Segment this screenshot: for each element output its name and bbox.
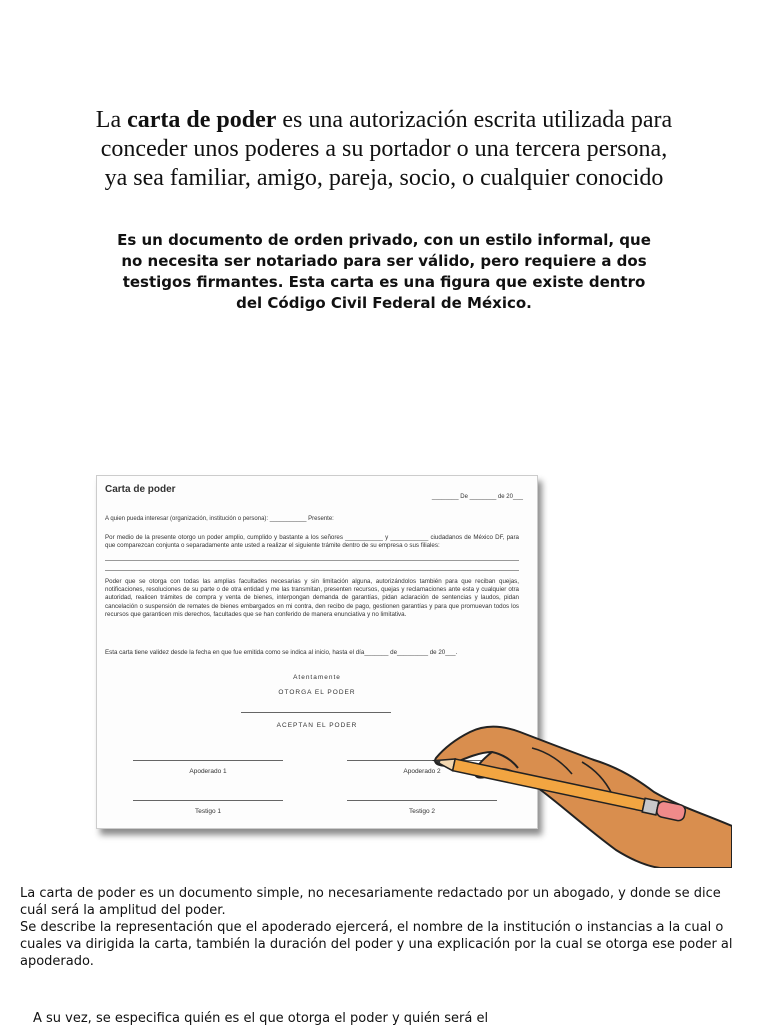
letter-closing: Atentamente [293, 674, 341, 681]
body-paragraph: La carta de poder es un documento simple, no necesariamente redactado por un abogado, y donde se dice cuál será la amplitud del poder. [20, 886, 721, 918]
subheading: Es un documento de orden privado, con un estilo informal, que no necesita ser notariado para ser válido, pero requiere a dos testigos firmantes. Esta carta es una figura que existe dentro del Código Civil Federal de México. [117, 231, 651, 312]
letter-title: Carta de poder [105, 484, 176, 495]
hand-writing-icon [432, 718, 732, 868]
letter-blank-line [105, 560, 519, 561]
signature-line [133, 800, 283, 801]
signer-testigo-1: Testigo 1 [194, 808, 222, 815]
headline-prefix: La [95, 107, 128, 133]
letter-date-line: ________ De ________ de 20___ [431, 494, 523, 500]
grantor-signature-line [241, 712, 391, 713]
body-text [20, 885, 746, 970]
headline [90, 106, 678, 193]
signer-testigo-2: Testigo 2 [408, 808, 436, 815]
signer-apoderado-1: Apoderado 1 [189, 768, 227, 775]
letter-paragraph-1: Por medio de la presente otorgo un poder amplio, cumplido y bastante a los señores ___________ y ___________ ciudadanos de México DF, para que comparezcan conjunta o separadamente ante usted a realizar el siguiente trámite dentro de su empresa o sus filiales: [105, 534, 519, 550]
letter-blank-line [105, 570, 519, 571]
letter-accept: ACEPTAN EL PODER [276, 722, 358, 729]
headline-term: carta de poder [127, 107, 277, 133]
cut-paragraph: A su vez, se especifica quién es el que otorga el poder y quién será el [33, 1011, 489, 1026]
headline-rest: es una autorización escrita utilizada para conceder unos poderes a su portador o una tercera persona, ya sea familiar, amigo, pareja, socio, o cualquier conocido [100, 107, 673, 191]
signer-apoderado-2: Apoderado 2 [403, 768, 441, 775]
letter-addressee: A quien pueda interesar (organización, institución o persona): ___________ Presente: [105, 516, 334, 522]
letter-paragraph-2: Poder que se otorga con todas las amplias facultades necesarias y sin limitación alguna, autorizándolos también para que reciban quejas, notificaciones, resoluciones de su parte o de otra entidad y me las transmitan, presenten recursos, quejas y reclamaciones ante esta y cualquier otra autoridad, realicen trámites de compra y venta de bienes, interpongan demanda de garantías, pidan aclaración de sentencias y laudos, pidan cancelación o suspensión de remates de bienes embargados en mi contra, den recibo de pago, gestionen garantías y para que promuevan todos los recursos que garanticen mis derechos, facultades que se han conferido de manera enunciativa y no limitativa. [105, 578, 519, 618]
letter-paragraph-3: Esta carta tiene validez desde la fecha en que fue emitida como se indica al inicio, hasta el día_______ de_________ de 20___. [105, 649, 458, 656]
body-paragraph: Se describe la representación que el apoderado ejercerá, el nombre de la institución o instancias a la cual o cuales va dirigida la carta, también la duración del poder y una explicación por la cual se otorga ese poder al apoderado. [20, 920, 733, 969]
letter-grantor: OTORGA EL PODER [278, 689, 356, 696]
signature-line [133, 760, 283, 761]
